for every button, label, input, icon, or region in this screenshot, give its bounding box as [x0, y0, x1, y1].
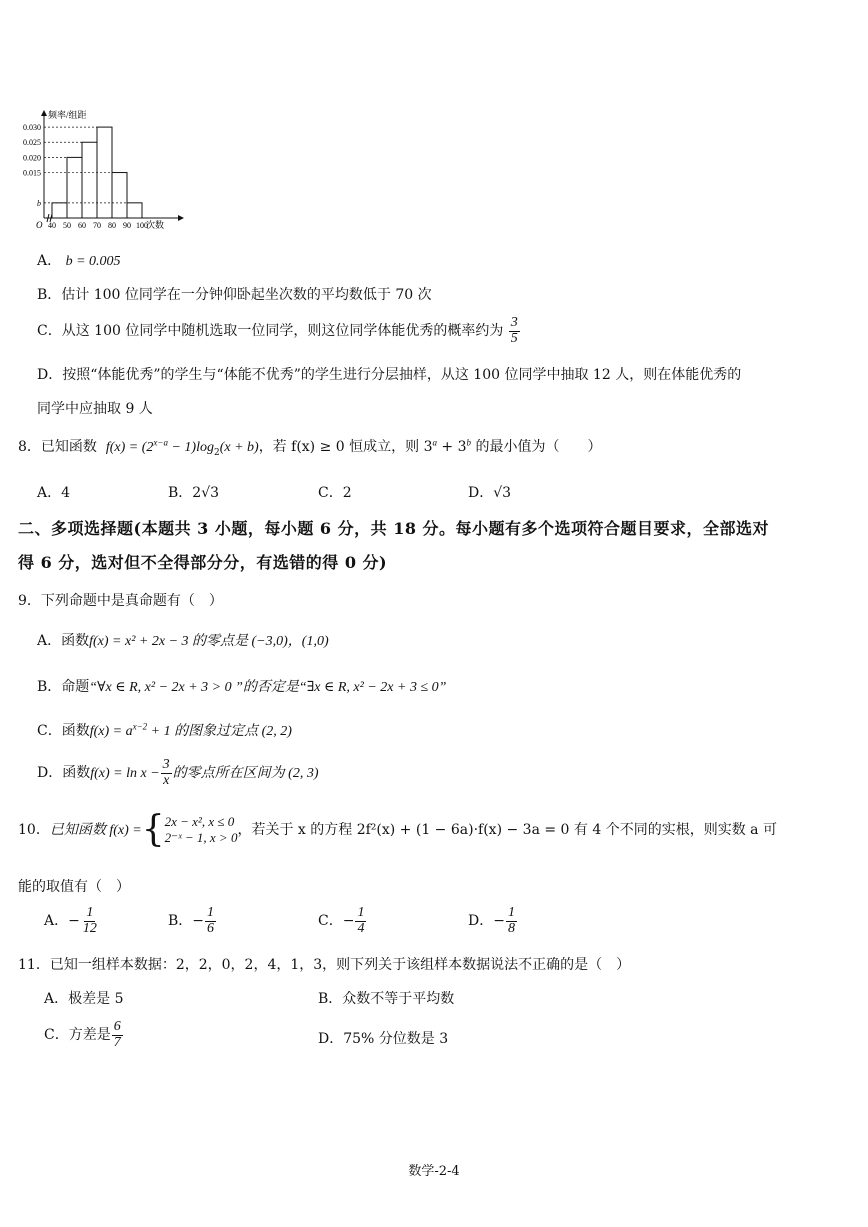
frequency-histogram [10, 108, 190, 236]
histogram-bar [67, 157, 82, 218]
q7-option-b: B．估计 100 位同学在一分钟仰卧起坐次数的平均数低于 70 次 [37, 287, 432, 303]
q9-option-d: D．函数f(x) = ln x − $\frac{3}{x}$ 的零点所在区间为 (2, 3) [37, 757, 319, 788]
histogram-bar [52, 203, 67, 218]
section-heading: 二、多项选择题(本题共 3 小题，每小题 6 分，共 18 分。每小题有多个选项符合题目要求，全部选对 [18, 519, 770, 538]
q7-option-d: D．按照“体能优秀”的学生与“体能不优秀”的学生进行分层抽样，从这 100 位同学中抽取 12 人，则在体能优秀的 [37, 367, 742, 383]
q11-option-a: A．极差是 5 [44, 991, 124, 1007]
x-tick-label: 70 [93, 221, 101, 230]
piecewise-function: 2x − x², x ≤ 0 2⁻ˣ − 1, x > 0 [164, 813, 238, 845]
y-tick-label: 0.025 [23, 138, 41, 148]
q8-option-b: B．2√3 [168, 485, 220, 501]
q10-option-a: A．− $\frac{1}{12}$ [44, 905, 97, 936]
section-heading-cont: 得 6 分，选对但不全得部分分，有选错的得 0 分) [18, 553, 388, 572]
y-tick-label: 0.015 [23, 168, 41, 178]
x-tick-label: 40 [48, 221, 56, 230]
q7-option-a: A． b = 0.005 [37, 253, 121, 269]
q8-stem: 8．已知函数 $f(x) = (2^{x-a} - 1)\log_2(x + b)$，若 f(x) ≥ 0 恒成立，则 $3^a + 3^b$ 的最小值为（ ） [18, 437, 602, 458]
page-footer: 数学-2-4 [408, 1164, 460, 1179]
q10-option-d: D．− $\frac{1}{8}$ [468, 905, 515, 936]
fraction: $\frac{3}{5}$ [510, 315, 518, 346]
y-tick-label: 0.020 [23, 153, 41, 163]
q10-stem-cont: 能的取值有（ ） [18, 879, 130, 895]
y-tick-label: b [37, 198, 41, 208]
q7-option-d-cont: 同学中应抽取 9 人 [37, 401, 153, 417]
q10-option-c: C．− $\frac{1}{4}$ [318, 905, 365, 936]
q8-option-d: D．√3 [468, 485, 512, 501]
fraction: $\frac{3}{x}$ [162, 757, 170, 788]
x-tick-label: 50 [63, 221, 71, 230]
x-tick-label: 80 [108, 221, 116, 230]
q10-option-b: B．− $\frac{1}{6}$ [168, 905, 215, 936]
y-axis-label: 频率/组距 [48, 110, 87, 120]
q11-option-d: D．75% 分位数是 3 [318, 1031, 449, 1047]
brace-icon: { [141, 809, 165, 850]
q11-option-b: B．众数不等于平均数 [318, 991, 455, 1007]
x-axis-label: 次数 [146, 220, 165, 230]
q8-option-a: A．4 [37, 485, 71, 501]
q10-stem: 10．已知函数 f(x) ={ 2x − x², x ≤ 0 2⁻ˣ − 1, x > 0 ，若关于 x 的方程 2f²(x) + (1 − 6a)·f(x) − 3a = 0 有 4 个不同的实根，则实数 a 可 [18, 809, 777, 850]
q11-stem: 11．已知一组样本数据：2，2，0，2，4，1，3，则下列关于该组样本数据说法不正确的是（ ） [18, 957, 631, 973]
origin-label: O [36, 220, 43, 230]
histogram-bar [127, 203, 142, 218]
x-axis-arrow [178, 215, 184, 221]
q9-option-a: A．函数f(x) = x² + 2x − 3 的零点是 (−3,0)，(1,0) [37, 633, 329, 649]
q9-option-c: C．函数$f(x) = a^{x-2} + 1$ 的图象过定点 (2, 2) [37, 721, 292, 739]
x-tick-label: 100 [136, 221, 148, 230]
y-axis-arrow [41, 110, 47, 116]
x-tick-label: 90 [123, 221, 131, 230]
y-tick-label: 0.030 [23, 123, 41, 133]
q11-option-c: C．方差是 $\frac{6}{7}$ [44, 1019, 121, 1050]
histogram-bar [112, 173, 127, 218]
q7-option-c: C．从这 100 位同学中随机选取一位同学，则这位同学体能优秀的概率约为 $\frac{3}{5}$ [37, 315, 518, 346]
x-tick-label: 60 [78, 221, 86, 230]
q9-option-b: B．命题“∀x ∈ R, x² − 2x + 3 > 0 ”的否定是“∃x ∈ R, x² − 2x + 3 ≤ 0” [37, 679, 447, 695]
histogram-bar [82, 142, 97, 218]
q9-stem: 9．下列命题中是真命题有（ ） [18, 593, 223, 609]
q8-option-c: C．2 [318, 485, 352, 501]
